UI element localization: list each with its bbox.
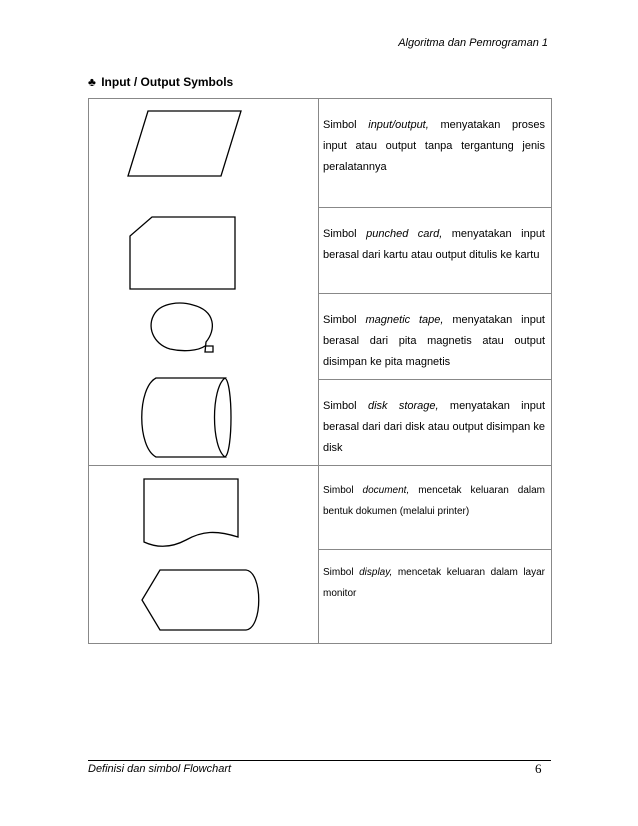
page-number: 6 bbox=[535, 761, 542, 776]
disk-storage-icon bbox=[142, 378, 231, 457]
document-icon bbox=[144, 479, 238, 546]
symbol-description: Simbol display, mencetak keluaran dalam layar monitor bbox=[323, 567, 546, 599]
symbol-description: Simbol document, mencetak keluaran dalam bentuk dokumen (melalui printer) bbox=[323, 485, 546, 517]
symbol-description: Simbol magnetic tape, menyatakan input berasal dari pita magnetis atau output disimpan ke pita magnetis bbox=[323, 314, 545, 368]
footer-title: Definisi dan simbol Flowchart bbox=[88, 763, 232, 775]
display-icon bbox=[142, 570, 259, 630]
section-title-text: Input / Output Symbols bbox=[101, 75, 234, 89]
punched-card-icon bbox=[130, 217, 235, 289]
symbol-description: Simbol disk storage, menyatakan input berasal dari dari disk atau output disimpan ke disk bbox=[323, 400, 545, 454]
footer-rule bbox=[88, 760, 551, 761]
symbol-description: Simbol punched card, menyatakan input berasal dari kartu atau output ditulis ke kartu bbox=[323, 228, 545, 261]
symbol-description: Simbol input/output, menyatakan proses input atau output tanpa tergantung jenis peralatannya bbox=[323, 119, 545, 173]
club-bullet-icon: ♣ bbox=[88, 75, 96, 89]
magnetic-tape-icon bbox=[151, 303, 213, 352]
running-header: Algoritma dan Pemrograman 1 bbox=[398, 37, 548, 49]
parallelogram-icon bbox=[128, 111, 241, 176]
